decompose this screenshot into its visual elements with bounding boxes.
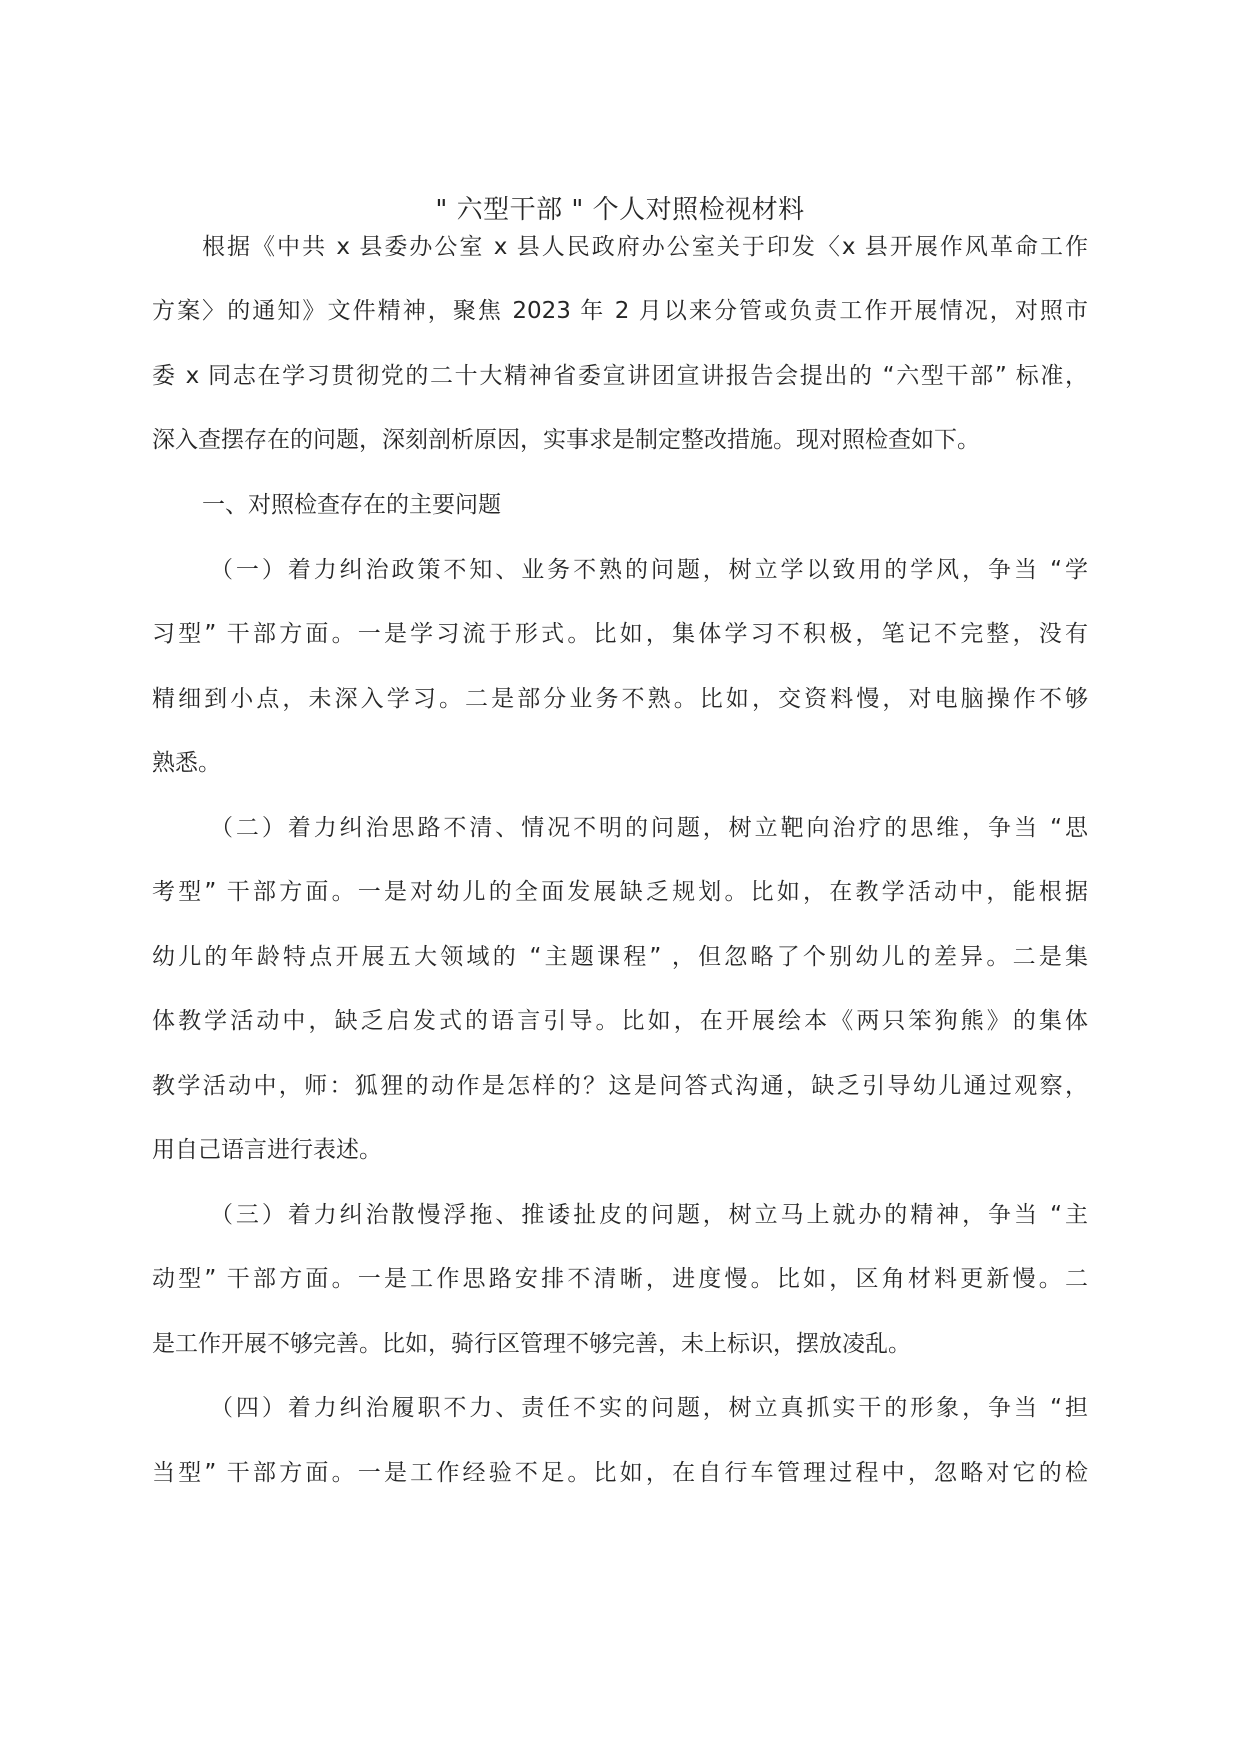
paragraph-line: 熟悉。 <box>152 750 221 776</box>
paragraph-line: 是工作开展不够完善。比如，骑行区管理不够完善，未上标识，摆放凌乱。 <box>152 1331 911 1357</box>
document-title: " 六型干部 " 个人对照检视材料 <box>435 195 805 225</box>
paragraph-line: 方案〉的通知》文件精神，聚焦 2023 年 2 月以来分管或负责工作开展情况，对照市 <box>152 298 1088 324</box>
paragraph-line: （三）着力纠治散慢浮拖、推诿扯皮的问题，树立马上就办的精神，争当 “主 <box>210 1202 1088 1228</box>
paragraph-line: 用自己语言进行表述。 <box>152 1137 382 1163</box>
paragraph-line: （二）着力纠治思路不清、情况不明的问题，树立靶向治疗的思维，争当 “思 <box>210 815 1088 841</box>
paragraph-line: 习型” 干部方面。一是学习流于形式。比如，集体学习不积极，笔记不完整，没有 <box>152 621 1088 647</box>
paragraph-line: 考型” 干部方面。一是对幼儿的全面发展缺乏规划。比如，在教学活动中，能根据 <box>152 879 1088 905</box>
paragraph-line: 委 x 同志在学习贯彻党的二十大精神省委宣讲团宣讲报告会提出的 “六型干部” 标准， <box>152 363 1088 389</box>
paragraph-line: 体教学活动中，缺乏启发式的语言引导。比如，在开展绘本《两只笨狗熊》的集体 <box>152 1008 1088 1034</box>
paragraph-line: 幼儿的年龄特点开展五大领域的 “主题课程” ，但忽略了个别幼儿的差异。二是集 <box>152 944 1088 970</box>
section-heading: 一、对照检查存在的主要问题 <box>202 492 501 518</box>
paragraph-line: 动型” 干部方面。一是工作思路安排不清晰，进度慢。比如，区角材料更新慢。二 <box>152 1266 1088 1292</box>
paragraph-line: （四）着力纠治履职不力、责任不实的问题，树立真抓实干的形象，争当 “担 <box>210 1395 1088 1421</box>
paragraph-line: 根据《中共 x 县委办公室 x 县人民政府办公室关于印发〈x 县开展作风革命工作 <box>202 234 1088 260</box>
paragraph-line: 教学活动中，师：狐狸的动作是怎样的？这是问答式沟通，缺乏引导幼儿通过观察， <box>152 1073 1088 1099</box>
paragraph-line: 深入查摆存在的问题，深刻剖析原因，实事求是制定整改措施。现对照检查如下。 <box>152 427 980 453</box>
paragraph-line: （一）着力纠治政策不知、业务不熟的问题，树立学以致用的学风，争当 “学 <box>210 557 1088 583</box>
paragraph-line: 当型” 干部方面。一是工作经验不足。比如，在自行车管理过程中，忽略对它的检 <box>152 1460 1088 1486</box>
paragraph-line: 精细到小点，未深入学习。二是部分业务不熟。比如，交资料慢，对电脑操作不够 <box>152 686 1088 712</box>
